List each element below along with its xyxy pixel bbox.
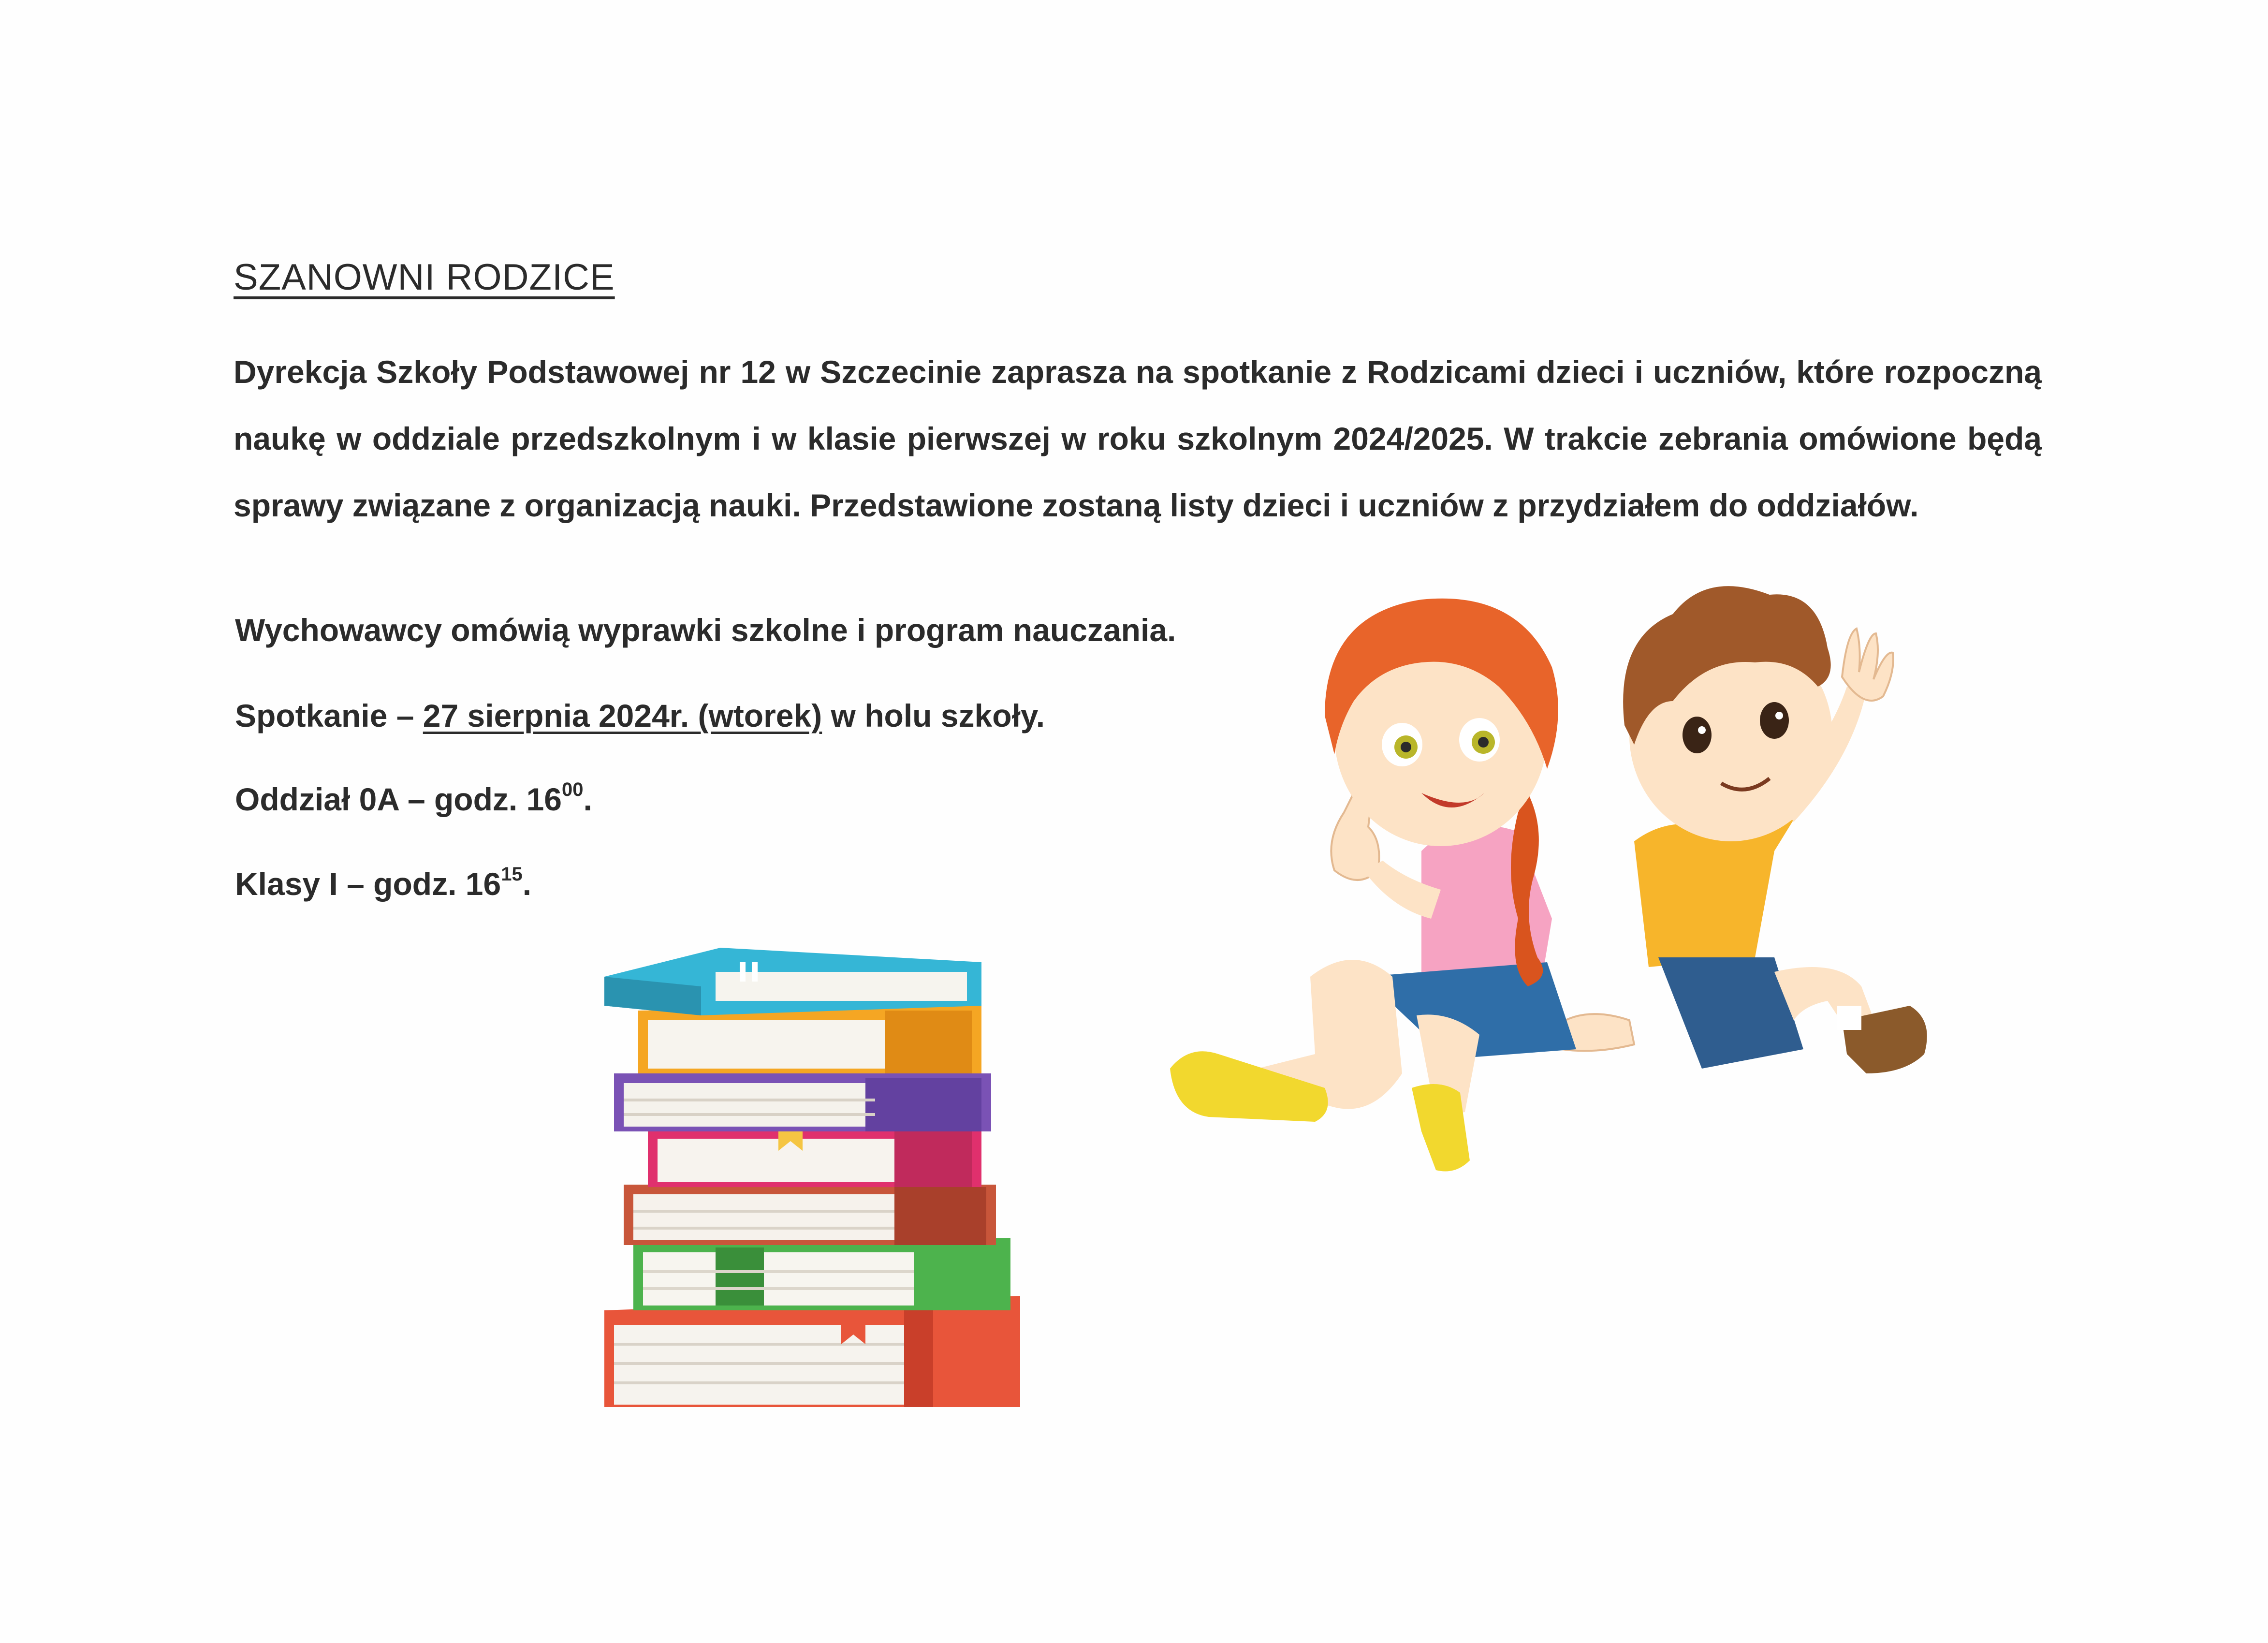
children-illustration (1151, 542, 2079, 1267)
classes-1-minutes: 15 (501, 864, 523, 885)
notice-heading: SZANOWNI RODZICE (234, 257, 615, 298)
meeting-date: 27 sierpnia 2024r. (wtorek) (423, 698, 822, 733)
meeting-prefix: Spotkanie – (235, 698, 423, 733)
classes-1-time (235, 866, 531, 902)
classes-1-period: . (522, 866, 532, 902)
teachers-line: Wychowawcy omówią wyprawki szkolne i program nauczania. (235, 612, 1176, 648)
book-stack-illustration (595, 943, 1044, 1431)
meeting-line (235, 697, 1045, 734)
group-0a-label: Oddział 0A – godz. 16 (235, 781, 562, 817)
group-0a-minutes: 00 (562, 779, 584, 800)
group-0a-period: . (583, 781, 592, 817)
classes-1-label: Klasy I – godz. 16 (235, 866, 501, 902)
group-0a-time (235, 781, 592, 818)
meeting-place: w holu szkoły. (822, 698, 1045, 733)
intro-paragraph: Dyrekcja Szkoły Podstawowej nr 12 w Szczecinie zaprasza na spotkanie z Rodzicami dzieci i uczniów, które rozpoczną naukę w oddziale przedszkolnym i w klasie pierwszej w roku szkolnym 2024/2025. W trakcie zebrania omówione będą sprawy związane z organizacją nauki. Przedstawione zostaną listy dzieci i uczniów z przydziałem do oddziałów. (234, 354, 2042, 523)
